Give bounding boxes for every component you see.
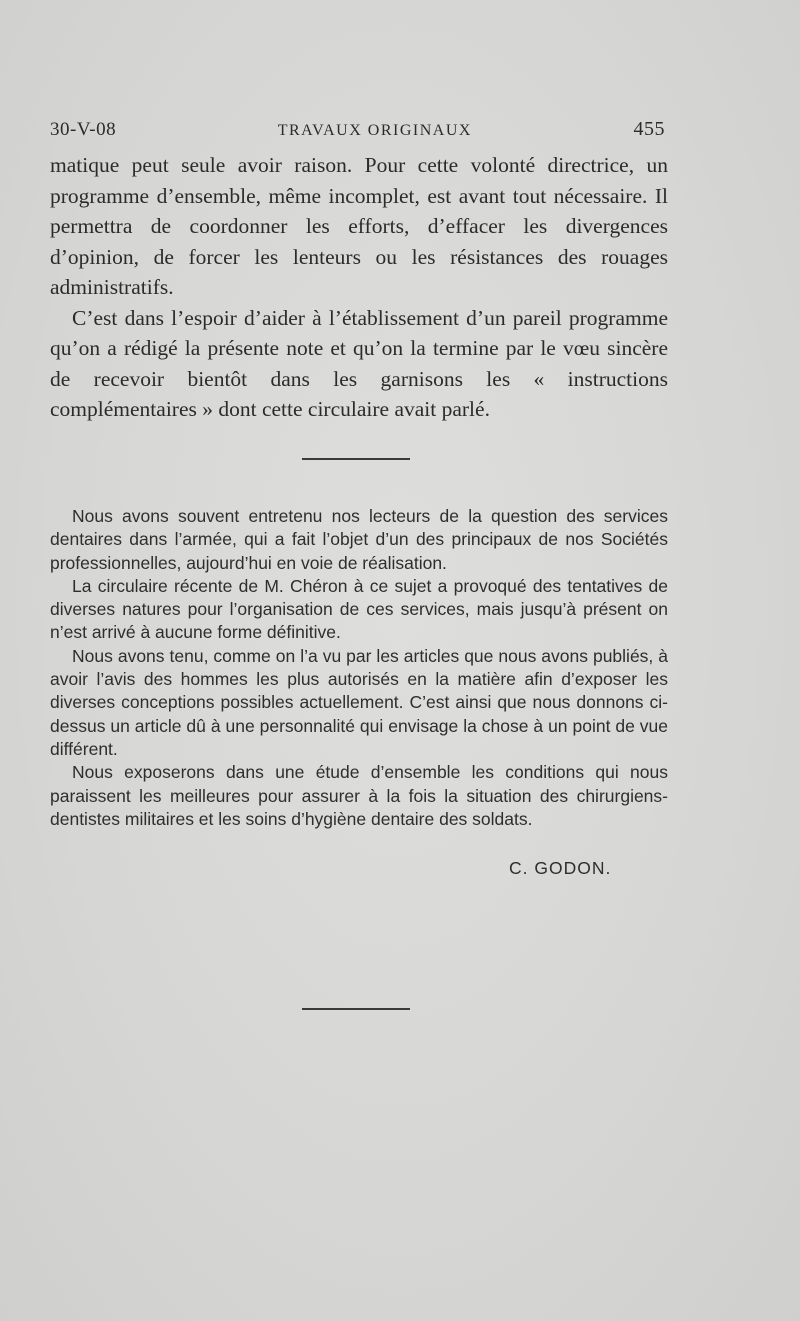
note-paragraph: La circulaire récente de M. Chéron à ce sujet a provoqué des tentatives de diverses natures pour l’organisation de ces services, mais jusqu’à présent on n’est arrivé à aucune forme définitive.: [50, 575, 668, 643]
article-paragraph: C’est dans l’espoir d’aider à l’établissement d’un pareil programme qu’on a rédigé la présente note et qu’on la termine par le vœu sincère de recevoir bientôt dans les garnisons les « instructions complémentaires » dont cette circulaire avait parlé.: [50, 305, 668, 421]
end-divider: [302, 1008, 410, 1010]
note-paragraph: Nous avons tenu, comme on l’a vu par les articles que nous avons publiés, à avoir l’avis des hommes les plus autorisés en la matière afin d’exposer les diverses conceptions possibles actuellement. C’est ainsi que nous donnons ci-dessus un article dû à une personnalité qui envisage la chose à un point de vue différent.: [50, 645, 668, 759]
page-number: 455: [633, 118, 665, 140]
article-paragraph: matique peut seule avoir raison. Pour cette volonté directrice, un programme d’ensemble, même incomplet, est avant tout nécessaire. Il permettra de coordonner les efforts, d’effacer les divergences d’opinion, de forcer les lenteurs ou les résistances des rouages administratifs.: [50, 153, 668, 299]
section-divider: [302, 458, 410, 460]
running-header: [50, 118, 665, 141]
header-date: 30-V-08: [50, 119, 117, 140]
article-body: [50, 150, 668, 425]
note-paragraph: Nous exposerons dans une étude d’ensemble les conditions qui nous paraissent les meilleures pour assurer à la fois la situation des chirurgiens-dentistes militaires et les soins d’hygiène dentaire des soldats.: [50, 762, 668, 829]
note-paragraph: Nous avons souvent entretenu nos lecteurs de la question des services dentaires dans l’armée, qui a fait l’objet d’un des principaux de nos Sociétés professionnelles, aujourd’hui en voie de réalisation.: [50, 506, 668, 573]
editor-note: [50, 505, 668, 831]
author-signature: C. GODON.: [509, 858, 612, 878]
header-title: TRAVAUX ORIGINAUX: [277, 122, 472, 139]
